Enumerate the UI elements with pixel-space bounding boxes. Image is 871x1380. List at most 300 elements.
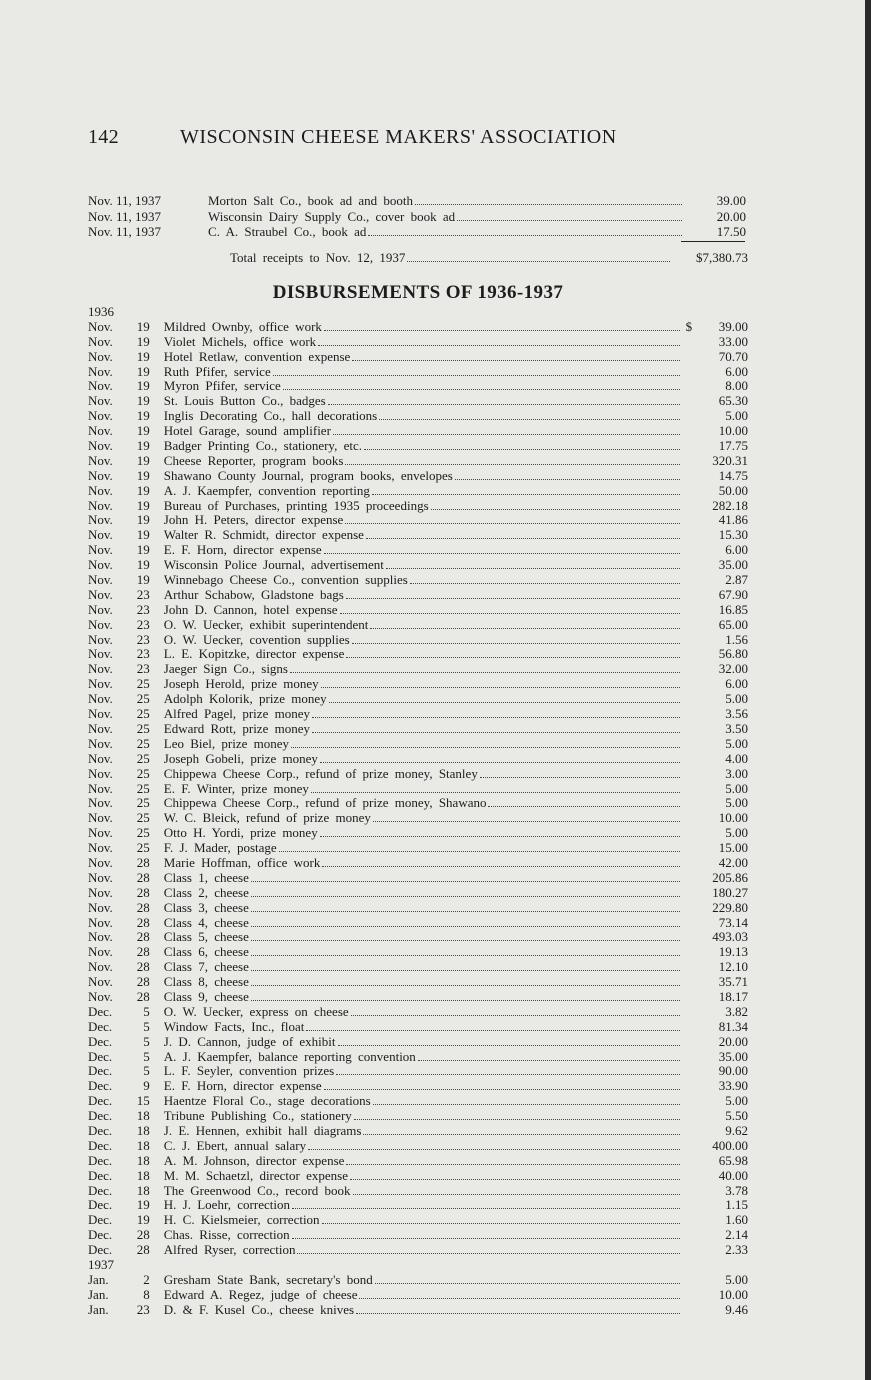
total-label: Total receipts to Nov. 12, 1937 <box>230 250 406 265</box>
entry-amount: 67.90 <box>718 586 748 602</box>
entry-day: 19 <box>136 497 150 513</box>
entry-desc <box>164 930 682 945</box>
dot-leader <box>291 747 680 748</box>
dot-leader <box>346 657 680 658</box>
entry-desc <box>164 1050 682 1065</box>
entry-desc <box>164 394 682 409</box>
entry-day: 25 <box>136 765 150 781</box>
receipt-row <box>88 209 748 225</box>
dot-leader <box>366 538 680 539</box>
entry-desc-text: O. W. Uecker, exhibit superintendent <box>163 617 369 632</box>
entry-month: Nov. <box>88 840 113 856</box>
dot-leader <box>290 672 680 673</box>
entry-amount: 180.27 <box>712 884 748 900</box>
disbursement-row <box>88 365 748 380</box>
entry-month: Nov. <box>88 780 113 796</box>
entry-amount: 3.50 <box>725 720 748 736</box>
entry-desc <box>164 439 682 454</box>
entry-desc <box>164 1243 682 1258</box>
dot-leader <box>251 955 680 956</box>
dot-leader <box>415 204 682 205</box>
entry-desc-text: Class 5, cheese <box>163 930 249 945</box>
entry-month: Nov. <box>88 348 113 364</box>
receipt-desc <box>208 209 684 225</box>
entry-day: 2 <box>143 1271 150 1287</box>
entry-amount: 282.18 <box>712 497 748 513</box>
dot-leader <box>324 553 681 554</box>
disbursement-row <box>88 588 748 603</box>
disbursements-ledger <box>88 305 748 1318</box>
entry-desc-text: Edward A. Regez, judge of cheese <box>163 1287 358 1302</box>
entry-month: Nov. <box>88 735 113 751</box>
entry-day: 5 <box>143 1048 150 1064</box>
dot-leader <box>320 762 680 763</box>
dot-leader <box>283 389 680 390</box>
entry-day: 19 <box>136 318 150 334</box>
disbursement-row <box>88 454 748 469</box>
dot-leader <box>345 523 680 524</box>
entry-desc <box>164 633 682 648</box>
receipt-date: Nov. 11, 1937 <box>88 193 162 208</box>
disbursement-row <box>88 379 748 394</box>
dot-leader <box>354 1119 680 1120</box>
disbursement-row <box>88 484 748 499</box>
entry-amount: 35.00 <box>718 1048 748 1064</box>
entry-desc-text: Window Facts, Inc., float <box>163 1019 305 1034</box>
entry-month: Dec. <box>88 1227 113 1243</box>
dot-leader <box>320 836 680 837</box>
dot-leader <box>292 1238 681 1239</box>
entry-desc-text: Class 2, cheese <box>163 885 249 900</box>
disbursement-row <box>88 1139 748 1154</box>
entry-month: Nov. <box>88 765 113 781</box>
entry-desc-text: H. C. Kielsmeier, correction <box>163 1213 320 1228</box>
entry-desc <box>164 320 682 335</box>
disbursement-row <box>88 1064 748 1079</box>
entry-amount: 41.86 <box>718 512 748 528</box>
entry-desc-text: J. E. Hennen, exhibit hall diagrams <box>163 1123 362 1138</box>
disbursement-row <box>88 1154 748 1169</box>
dot-leader <box>273 375 680 376</box>
entry-amount: 70.70 <box>718 348 748 364</box>
entry-desc-text: Bureau of Purchases, printing 1935 proceedings <box>163 498 429 513</box>
entry-amount: 12.10 <box>718 959 748 975</box>
disbursement-row <box>88 1079 748 1094</box>
entry-day: 5 <box>143 1018 150 1034</box>
entry-day: 19 <box>136 408 150 424</box>
entry-desc-text: Chippewa Cheese Corp., refund of prize money, Stanley <box>163 766 478 781</box>
entry-month: Nov. <box>88 542 113 558</box>
entry-desc <box>164 707 682 722</box>
entry-day: 28 <box>136 914 150 930</box>
dot-leader <box>333 434 680 435</box>
receipt-date: Nov. 11, 1937 <box>88 224 162 239</box>
entry-month: Nov. <box>88 929 113 945</box>
entry-day: 23 <box>136 661 150 677</box>
entry-desc <box>164 692 682 707</box>
entry-desc-text: J. D. Cannon, judge of exhibit <box>163 1034 336 1049</box>
entry-month: Jan. <box>88 1301 109 1317</box>
entry-day: 18 <box>136 1167 150 1183</box>
entry-month: Nov. <box>88 601 113 617</box>
entry-desc-text: Hotel Garage, sound amplifier <box>163 424 331 439</box>
entry-day: 5 <box>143 1003 150 1019</box>
entry-month: Nov. <box>88 691 113 707</box>
entry-month: Dec. <box>88 1093 113 1109</box>
entry-desc-text: A. J. Kaempfer, balance reporting convention <box>163 1049 416 1064</box>
entry-day: 5 <box>143 1033 150 1049</box>
entry-day: 15 <box>136 1093 150 1109</box>
entry-desc-text: L. F. Seyler, convention prizes <box>163 1064 335 1079</box>
entry-day: 25 <box>136 825 150 841</box>
entry-day: 28 <box>136 974 150 990</box>
entry-desc <box>164 796 682 811</box>
disbursement-row <box>88 945 748 960</box>
dot-leader <box>359 1298 680 1299</box>
disbursement-row <box>88 543 748 558</box>
page-edge-shadow <box>865 0 871 1380</box>
entry-day: 19 <box>136 542 150 558</box>
entry-day: 19 <box>136 527 150 543</box>
entry-month: Nov. <box>88 572 113 588</box>
entry-day: 18 <box>136 1137 150 1153</box>
entry-desc-text: A. M. Johnson, director expense <box>163 1153 345 1168</box>
entry-amount: 81.34 <box>718 1018 748 1034</box>
receipt-amount: 39.00 <box>716 193 746 208</box>
entry-desc-text: Edward Rott, prize money <box>163 721 310 736</box>
entry-desc <box>164 1154 682 1169</box>
entry-day: 23 <box>136 646 150 662</box>
receipt-desc-text: Morton Salt Co., book ad and booth <box>208 193 414 208</box>
disbursement-row <box>88 469 748 484</box>
entry-day: 5 <box>143 1063 150 1079</box>
entry-desc-text: Hotel Retlaw, convention expense <box>163 349 351 364</box>
entry-desc-text: Chippewa Cheese Corp., refund of prize money, Shawano <box>163 796 487 811</box>
entry-desc <box>164 1124 682 1139</box>
dot-leader <box>306 1030 680 1031</box>
entry-day: 25 <box>136 750 150 766</box>
entry-desc <box>164 916 682 931</box>
dot-leader <box>324 1089 681 1090</box>
entry-month: Nov. <box>88 423 113 439</box>
entry-desc-text: E. F. Horn, director expense <box>163 1079 322 1094</box>
dot-leader <box>410 583 680 584</box>
entry-month: Nov. <box>88 333 113 349</box>
entry-desc-text: Gresham State Bank, secretary's bond <box>163 1272 373 1287</box>
disbursement-row <box>88 1050 748 1065</box>
entry-amount: 6.00 <box>725 363 748 379</box>
entry-day: 19 <box>136 393 150 409</box>
entry-month: Dec. <box>88 1108 113 1124</box>
disbursement-row <box>88 975 748 990</box>
entry-desc <box>164 856 682 871</box>
entry-desc-text: E. F. Horn, director expense <box>163 543 322 558</box>
disbursement-row <box>88 886 748 901</box>
entry-desc <box>164 513 682 528</box>
entry-month: Nov. <box>88 452 113 468</box>
entry-month: Nov. <box>88 720 113 736</box>
entry-amount: 493.03 <box>712 929 748 945</box>
entry-desc-text: Myron Pfifer, service <box>163 379 281 394</box>
entry-desc <box>164 1064 682 1079</box>
dot-leader <box>279 851 681 852</box>
entry-amount: 5.00 <box>725 408 748 424</box>
dot-leader <box>328 404 681 405</box>
dot-leader <box>379 419 680 420</box>
entry-month: Dec. <box>88 1122 113 1138</box>
entry-month: Dec. <box>88 1078 113 1094</box>
entry-desc <box>164 1184 682 1199</box>
entry-day: 28 <box>136 884 150 900</box>
entry-day: 19 <box>136 438 150 454</box>
disbursement-row <box>88 573 748 588</box>
entry-month: Nov. <box>88 482 113 498</box>
entry-month: Dec. <box>88 1137 113 1153</box>
entry-desc-text: Arthur Schabow, Gladstone bags <box>163 587 344 602</box>
entry-day: 18 <box>136 1152 150 1168</box>
dollar-sign: $ <box>685 318 693 334</box>
dot-leader <box>340 613 681 614</box>
entry-day: 28 <box>136 959 150 975</box>
entry-desc <box>164 1079 682 1094</box>
disbursement-row <box>88 618 748 633</box>
entry-day: 19 <box>136 572 150 588</box>
total-receipts-row <box>230 250 748 266</box>
entry-desc-text: Cheese Reporter, program books <box>163 453 344 468</box>
entry-month: Nov. <box>88 854 113 870</box>
entry-desc <box>164 588 682 603</box>
disbursement-row <box>88 350 748 365</box>
receipt-desc-text: Wisconsin Dairy Supply Co., cover book ad <box>208 208 456 224</box>
disbursement-row <box>88 722 748 737</box>
entry-desc-text: Alfred Ryser, correction <box>163 1243 296 1258</box>
disbursement-row <box>88 826 748 841</box>
entry-month: Nov. <box>88 438 113 454</box>
entry-day: 18 <box>136 1108 150 1124</box>
entry-amount: 42.00 <box>718 854 748 870</box>
entry-desc-text: Walter R. Schmidt, director expense <box>163 528 364 543</box>
disbursement-row <box>88 647 748 662</box>
entry-desc <box>164 469 682 484</box>
entry-desc-text: Class 1, cheese <box>163 870 249 885</box>
dot-leader <box>363 1134 680 1135</box>
entry-desc <box>164 945 682 960</box>
dot-leader <box>345 464 680 465</box>
entry-amount: 5.00 <box>725 691 748 707</box>
entry-month: Nov. <box>88 586 113 602</box>
entry-desc <box>164 841 682 856</box>
dot-leader <box>297 1253 680 1254</box>
disbursement-row <box>88 707 748 722</box>
dot-leader <box>251 940 680 941</box>
entry-amount: 14.75 <box>718 467 748 483</box>
dot-leader <box>312 717 680 718</box>
receipt-desc-text: C. A. Straubel Co., book ad <box>208 224 367 239</box>
disbursement-row <box>88 528 748 543</box>
disbursement-row <box>88 1109 748 1124</box>
entry-amount: 5.00 <box>725 825 748 841</box>
entry-day: 9 <box>143 1078 150 1094</box>
entry-month: Dec. <box>88 1003 113 1019</box>
dot-leader <box>322 1223 681 1224</box>
disbursement-row <box>88 424 748 439</box>
dot-leader <box>292 1208 680 1209</box>
disbursement-row <box>88 1228 748 1243</box>
entry-month: Nov. <box>88 706 113 722</box>
entry-month: Nov. <box>88 363 113 379</box>
entry-amount: 33.90 <box>718 1078 748 1094</box>
entry-month: Dec. <box>88 1033 113 1049</box>
entry-desc <box>164 1139 682 1154</box>
entry-amount: 2.33 <box>725 1242 748 1258</box>
dot-leader <box>312 732 680 733</box>
disbursement-row <box>88 662 748 677</box>
entry-day: 23 <box>136 631 150 647</box>
entry-desc <box>164 1273 682 1288</box>
entry-month: Nov. <box>88 974 113 990</box>
entry-desc-text: Alfred Pagel, prize money <box>163 707 310 722</box>
entry-month: Dec. <box>88 1063 113 1079</box>
receipt-amount: 20.00 <box>716 208 746 224</box>
entry-month: Nov. <box>88 869 113 885</box>
dot-leader <box>372 494 680 495</box>
entry-amount: 65.98 <box>718 1152 748 1168</box>
entry-amount: 15.30 <box>718 527 748 543</box>
entry-desc <box>164 454 682 469</box>
entry-amount: 1.60 <box>725 1212 748 1228</box>
entry-amount: 32.00 <box>718 661 748 677</box>
entry-month: Dec. <box>88 1182 113 1198</box>
entry-desc <box>164 484 682 499</box>
entry-month: Nov. <box>88 512 113 528</box>
entry-desc <box>164 1198 682 1213</box>
entry-desc-text: H. J. Loehr, correction <box>163 1198 290 1213</box>
dot-leader <box>375 1283 680 1284</box>
page-header <box>88 126 688 149</box>
entry-month: Nov. <box>88 318 113 334</box>
entry-desc-text: F. J. Mader, postage <box>163 841 277 856</box>
entry-day: 28 <box>136 854 150 870</box>
dot-leader <box>480 777 680 778</box>
entry-desc-text: Haentze Floral Co., stage decorations <box>163 1094 371 1109</box>
dot-leader <box>373 821 680 822</box>
dot-leader <box>373 1104 680 1105</box>
entry-desc <box>164 573 682 588</box>
entry-desc <box>164 350 682 365</box>
disbursement-row <box>88 1094 748 1109</box>
dot-leader <box>329 702 681 703</box>
disbursement-row <box>88 930 748 945</box>
dot-leader <box>351 1015 681 1016</box>
disbursement-row <box>88 901 748 916</box>
dot-leader <box>251 970 680 971</box>
entry-desc <box>164 1020 682 1035</box>
entry-desc-text: Shawano County Journal, program books, envelopes <box>163 468 453 483</box>
entry-day: 23 <box>136 616 150 632</box>
entry-month: Nov. <box>88 393 113 409</box>
entry-desc-text: Class 8, cheese <box>163 975 249 990</box>
entry-desc <box>164 1288 682 1303</box>
disbursement-row <box>88 603 748 618</box>
entry-desc <box>164 1035 682 1050</box>
entry-desc-text: Class 3, cheese <box>163 900 249 915</box>
entry-amount: 3.56 <box>725 706 748 722</box>
entry-desc-text: Marie Hoffman, office work <box>163 855 321 870</box>
dot-leader <box>431 509 681 510</box>
disbursement-row <box>88 990 748 1005</box>
entry-desc-text: O. W. Uecker, express on cheese <box>163 1004 349 1019</box>
disbursement-row <box>88 1288 748 1303</box>
entry-desc-text: Inglis Decorating Co., hall decorations <box>163 409 378 424</box>
entry-day: 18 <box>136 1122 150 1138</box>
entry-amount: 39.00 <box>718 318 748 334</box>
dot-leader <box>346 1164 680 1165</box>
entry-desc-text: Otto H. Yordi, prize money <box>163 826 318 841</box>
dot-leader <box>346 598 680 599</box>
entry-day: 19 <box>136 452 150 468</box>
entry-month: Nov. <box>88 631 113 647</box>
disbursement-row <box>88 1198 748 1213</box>
entry-desc <box>164 558 682 573</box>
disbursement-row <box>88 1005 748 1020</box>
receipt-desc <box>208 193 684 209</box>
entry-amount: 400.00 <box>712 1137 748 1153</box>
total-rule <box>681 241 745 242</box>
entry-day: 25 <box>136 706 150 722</box>
entry-desc-text: Jaeger Sign Co., signs <box>163 662 288 677</box>
dot-leader <box>251 1000 680 1001</box>
entry-month: Dec. <box>88 1048 113 1064</box>
entry-amount: 33.00 <box>718 333 748 349</box>
entry-amount: 5.00 <box>725 735 748 751</box>
entry-day: 25 <box>136 735 150 751</box>
dot-leader <box>356 1313 680 1314</box>
entry-amount: 229.80 <box>712 899 748 915</box>
dot-leader <box>364 449 680 450</box>
entry-day: 25 <box>136 691 150 707</box>
entry-day: 19 <box>136 363 150 379</box>
entry-amount: 8.00 <box>725 378 748 394</box>
disbursement-row <box>88 1213 748 1228</box>
entry-day: 28 <box>136 929 150 945</box>
year-heading: 1936 <box>88 304 114 319</box>
entry-amount: 15.00 <box>718 840 748 856</box>
receipts-list <box>88 193 748 240</box>
disbursement-row <box>88 767 748 782</box>
dot-leader <box>457 220 682 221</box>
entry-month: Nov. <box>88 408 113 424</box>
disbursements-1937 <box>88 1273 748 1318</box>
entry-desc-text: L. E. Kopitzke, director expense <box>163 647 345 662</box>
entry-month: Dec. <box>88 1167 113 1183</box>
disbursement-row <box>88 737 748 752</box>
dot-leader <box>386 568 680 569</box>
entry-amount: 19.13 <box>718 944 748 960</box>
section-title: DISBURSEMENTS OF 1936-1937 <box>272 282 564 303</box>
disbursement-row <box>88 677 748 692</box>
entry-day: 19 <box>136 1212 150 1228</box>
entry-desc-text: Ruth Pfifer, service <box>163 364 271 379</box>
disbursement-row <box>88 811 748 826</box>
entry-desc <box>164 424 682 439</box>
dot-leader <box>251 926 680 927</box>
entry-amount: 6.00 <box>725 676 748 692</box>
entry-desc-text: John D. Cannon, hotel expense <box>163 602 338 617</box>
entry-desc <box>164 662 682 677</box>
entry-amount: 73.14 <box>718 914 748 930</box>
entry-desc-text: Class 9, cheese <box>163 989 249 1004</box>
entry-amount: 16.85 <box>718 601 748 617</box>
